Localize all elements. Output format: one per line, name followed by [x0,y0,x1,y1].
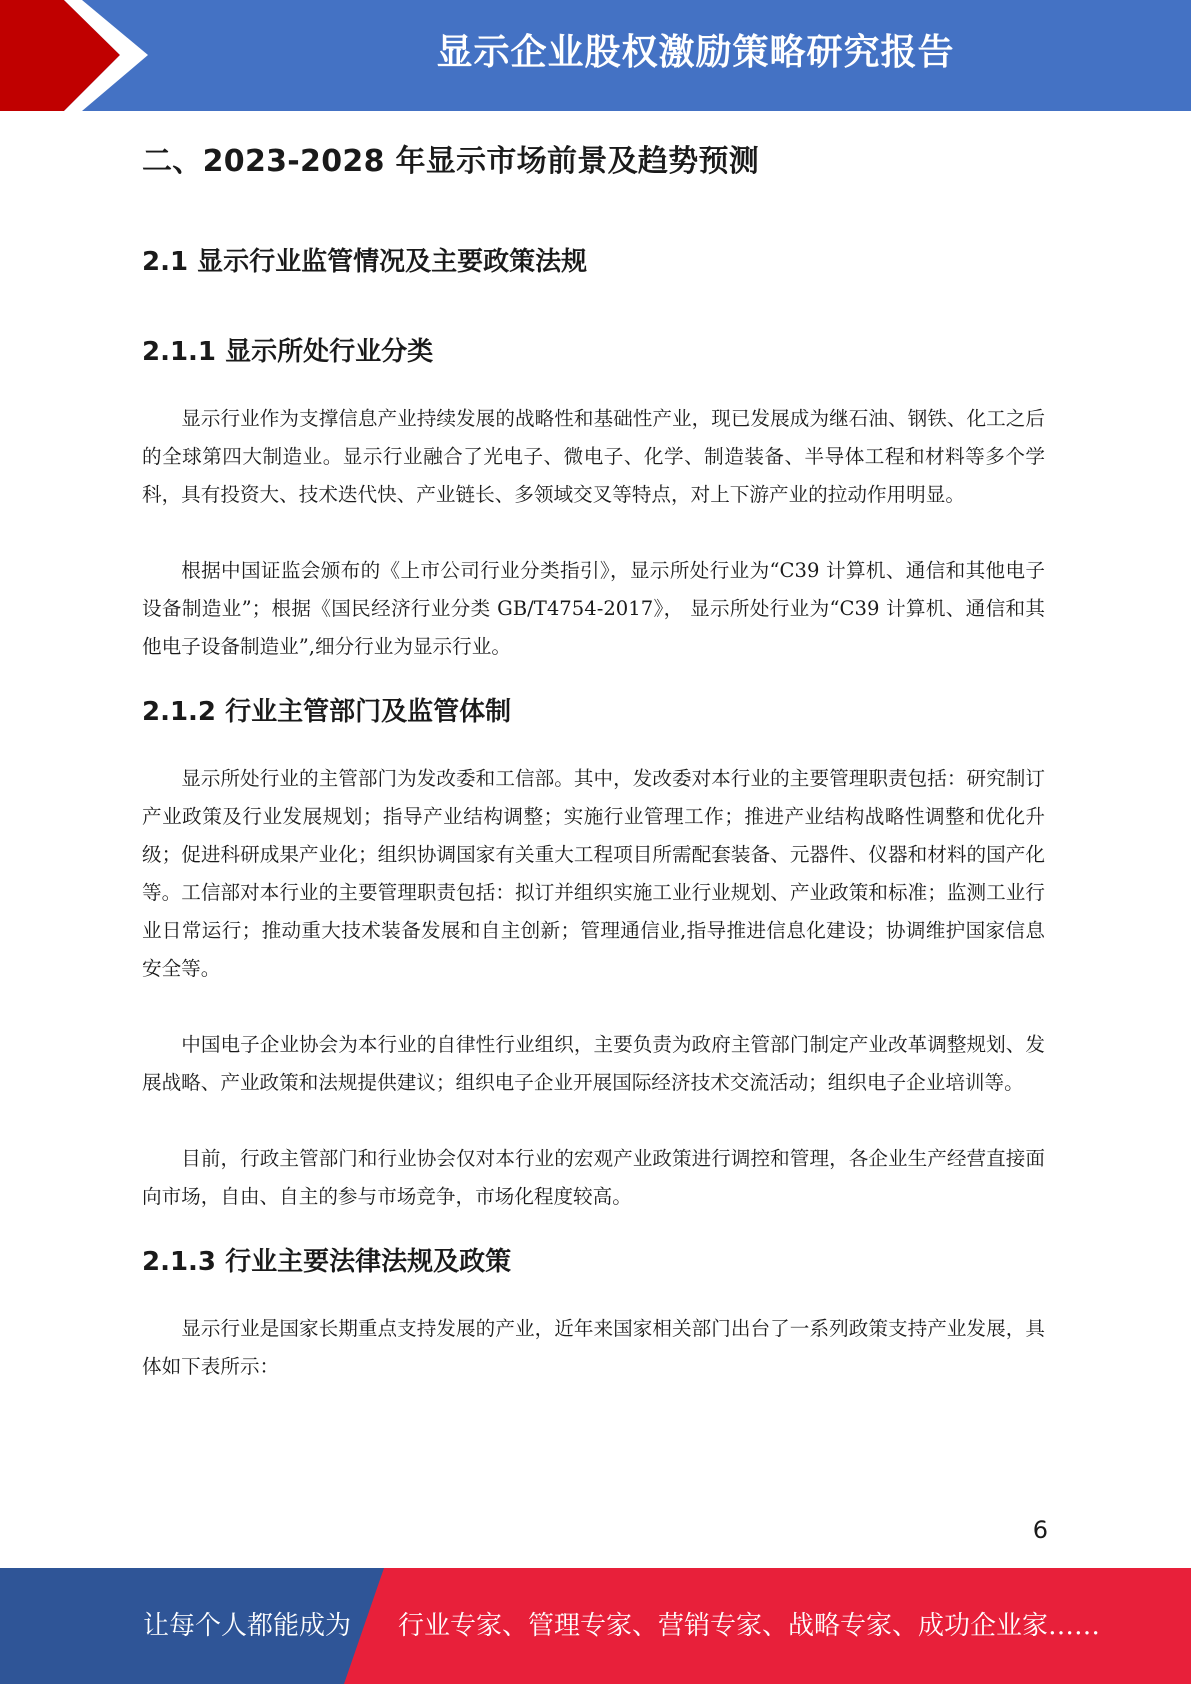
paragraph: 显示行业作为支撑信息产业持续发展的战略性和基础性产业，现已发展成为继石油、钢铁、化工之后的全球第四大制造业。显示行业融合了光电子、微电子、化学、制造装备、半导体工程和材料等多个学科，具有投资大、技术迭代快、产业链长、多领域交叉等特点，对上下游产业的拉动作用明显。 [142,407,1045,506]
page-header [0,0,1191,111]
paragraph: 显示所处行业的主管部门为发改委和工信部。其中，发改委对本行业的主要管理职责包括：研究制订产业政策及行业发展规划；指导产业结构调整；实施行业管理工作；推进产业结构战略性调整和优化升级；促进科研成果产业化；组织协调国家有关重大工程项目所需配套装备、元器件、仪器和材料的国产化等。工信部对本行业的主要管理职责包括：拟订并组织实施工业行业规划、产业政策和标准；监测工业行业日常运行；推动重大技术装备发展和自主创新；管理通信业,指导推进信息化建设；协调维护国家信息安全等。 [142,767,1045,980]
paragraph: 根据中国证监会颁布的《上市公司行业分类指引》，显示所处行业为“C39 计算机、通信和其他电子设备制造业”；根据《国民经济行业分类 GB/T4754-2017》， 显示所处行业为“C39 计算机、通信和其他电子设备制造业”,细分行业为显示行业。 [142,559,1045,658]
section-title-2-1-2: 2.1.2 行业主管部门及监管体制 [142,697,512,727]
header-red-chevron-decoration [0,0,160,111]
page-number: 6 [1032,1516,1048,1544]
section-title-2-1-3: 2.1.3 行业主要法律法规及政策 [142,1247,512,1277]
section-title-2-1: 2.1 显示行业监管情况及主要政策法规 [142,247,588,277]
section-title-2-1-1: 2.1.1 显示所处行业分类 [142,337,434,367]
report-title: 显示企业股权激励策略研究报告 [436,32,955,73]
footer-slogan-right: 行业专家、管理专家、营销专家、战略专家、成功企业家…… [398,1611,1101,1641]
paragraph: 目前，行政主管部门和行业协会仅对本行业的宏观产业政策进行调控和管理，各企业生产经营直接面向市场，自由、自主的参与市场竞争，市场化程度较高。 [142,1147,1045,1208]
paragraph: 显示行业是国家长期重点支持发展的产业，近年来国家相关部门出台了一系列政策支持产业发展，具体如下表所示： [142,1317,1045,1378]
footer-slogan-left: 让每个人都能成为 [143,1611,352,1641]
paragraph: 中国电子企业协会为本行业的自律性行业组织，主要负责为政府主管部门制定产业改革调整规划、发展战略、产业政策和法规提供建议；组织电子企业开展国际经济技术交流活动；组织电子企业培训等。 [142,1033,1045,1094]
main-content [142,138,1045,1386]
chapter-title: 二、2023-2028 年显示市场前景及趋势预测 [142,144,760,179]
page-footer [0,1568,1191,1684]
